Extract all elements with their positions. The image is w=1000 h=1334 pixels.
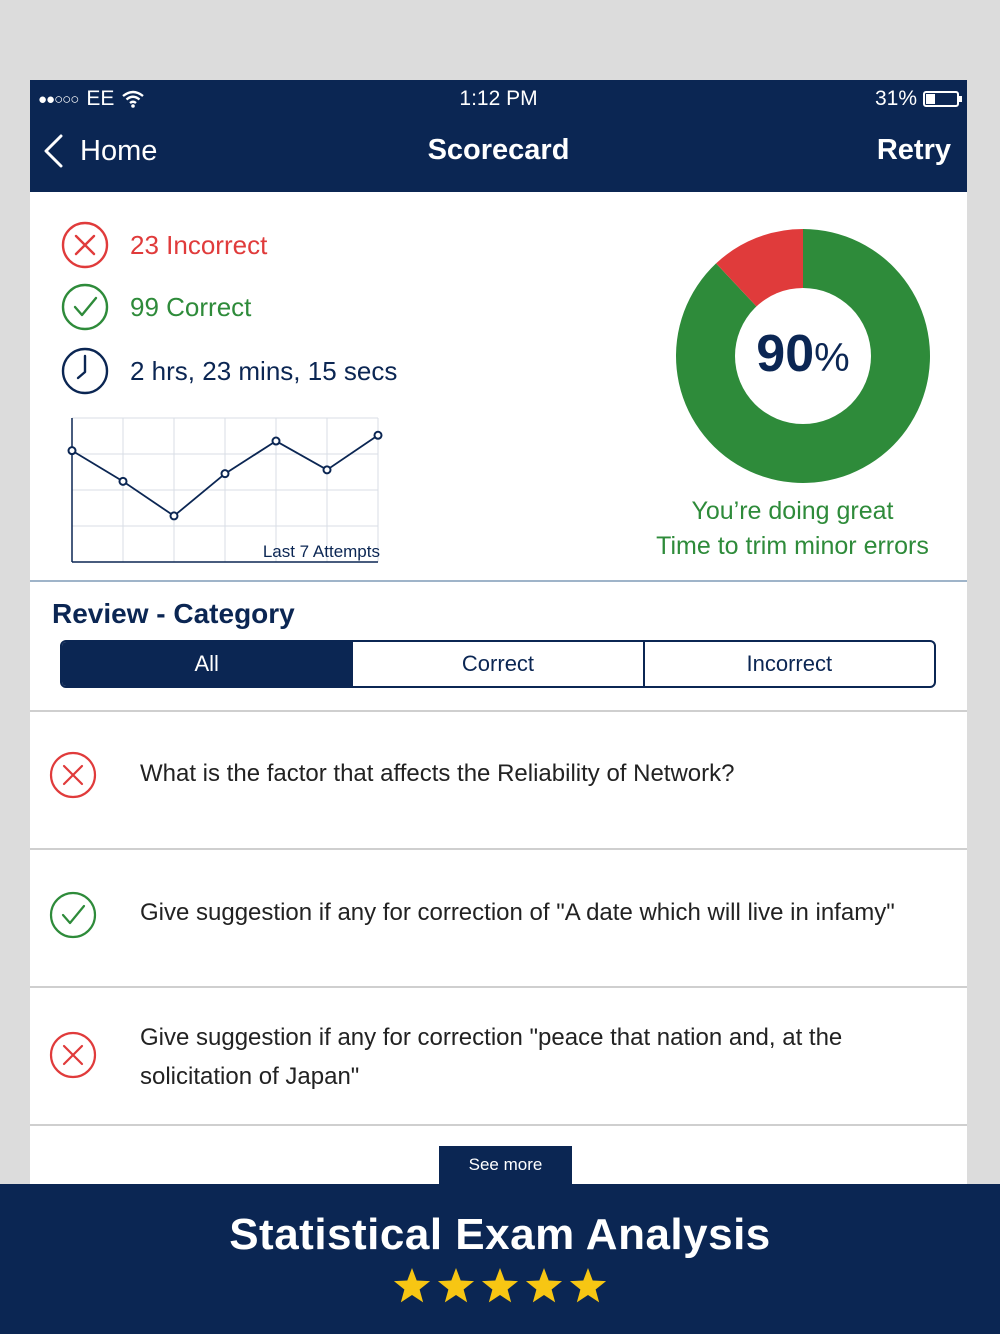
question-text: What is the factor that affects the Reliability of Network? (140, 760, 735, 787)
check-circle-icon (48, 890, 98, 940)
data-point (69, 447, 76, 454)
correct-count: 99 Correct (130, 291, 252, 322)
star-icon (568, 1266, 608, 1306)
battery-icon (923, 91, 959, 107)
section-divider (30, 580, 967, 582)
data-point (324, 466, 331, 473)
incorrect-count: 23 Incorrect (130, 229, 268, 260)
carrier-label: EE (86, 87, 115, 110)
status-time: 1:12 PM (459, 87, 538, 110)
chevron-left-icon (42, 134, 64, 168)
retry-button[interactable]: Retry (876, 134, 951, 166)
signal-strength-icon: ●●○○○ (38, 90, 79, 108)
status-right (875, 87, 959, 111)
tab-all[interactable]: All (62, 642, 351, 686)
x-circle-icon (48, 750, 98, 800)
rating-stars (0, 1266, 1000, 1306)
review-filter-tabs (60, 640, 936, 688)
battery-level (926, 94, 935, 104)
clock-icon (60, 346, 110, 396)
question-text: Give suggestion if any for correction of "A date which will live in infamy" (140, 899, 895, 926)
chart-grid (72, 418, 378, 562)
list-divider (30, 1124, 967, 1126)
banner-title: Statistical Exam Analysis (229, 1210, 771, 1259)
star-icon (480, 1266, 520, 1306)
data-point (273, 438, 280, 445)
status-bar (30, 80, 967, 120)
question-item[interactable] (30, 850, 967, 986)
back-button-label: Home (80, 134, 158, 167)
score-message-line1: You’re doing great (691, 497, 894, 525)
x-circle-icon (60, 220, 110, 270)
score-message (620, 494, 965, 564)
battery-percent: 31% (874, 87, 917, 110)
navigation-bar (30, 120, 967, 192)
score-number: 90 (756, 325, 815, 383)
back-button[interactable] (42, 134, 157, 168)
star-icon (392, 1266, 432, 1306)
star-icon (524, 1266, 564, 1306)
promo-banner (0, 1184, 1000, 1334)
tab-correct[interactable]: Correct (351, 642, 642, 686)
see-more-button[interactable]: See more (439, 1146, 572, 1184)
tab-incorrect[interactable]: Incorrect (643, 642, 934, 686)
incorrect-count-row (60, 220, 267, 270)
data-point (375, 432, 382, 439)
question-text: Give suggestion if any for correction "peace that nation and, at the solicitation of Japan" (140, 1024, 843, 1090)
data-point (171, 512, 178, 519)
x-circle-icon (48, 1030, 98, 1080)
check-circle-icon (60, 282, 110, 332)
time-taken: 2 hrs, 23 mins, 15 secs (130, 355, 398, 386)
time-taken-row (60, 346, 397, 396)
app-screen (30, 80, 967, 1184)
data-point (120, 478, 127, 485)
review-category-title: Review - Category (52, 598, 295, 629)
score-percent-symbol: % (814, 336, 850, 380)
chart-caption: Last 7 Attempts (262, 542, 380, 561)
page-title: Scorecard (427, 134, 570, 166)
question-item[interactable] (30, 988, 967, 1124)
question-item[interactable] (30, 712, 967, 848)
data-point (222, 470, 229, 477)
score-donut-chart (668, 221, 938, 491)
score-message-line2: Time to trim minor errors (656, 532, 929, 560)
correct-count-row (60, 282, 251, 332)
star-icon (436, 1266, 476, 1306)
